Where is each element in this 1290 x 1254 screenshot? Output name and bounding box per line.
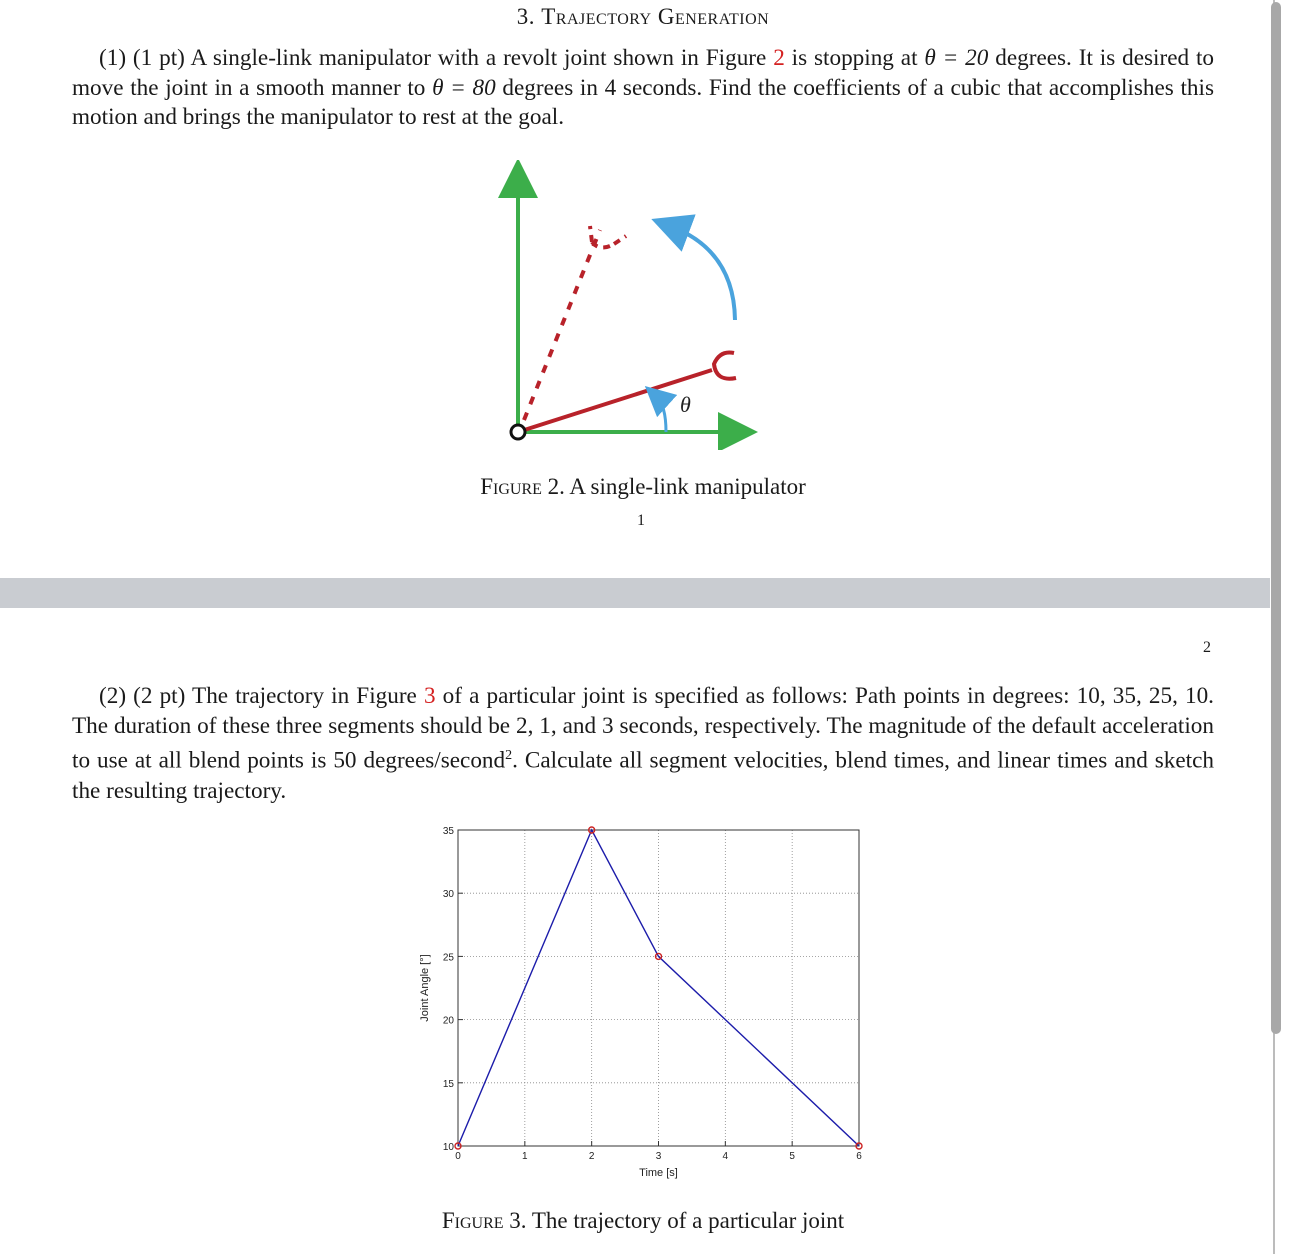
problem-2-text: of a particular joint is specified as follows: Path points in degrees: 10, 35, 25, 10. The duration of these three segments should be 2, 1, and 3 seconds, respectively. The magnitude of the default acceleration to use at all blend points is 50 degrees/second (72, 683, 1214, 774)
figure-2-caption (0, 474, 1286, 500)
pdf-page-2 (0, 608, 1270, 1254)
problem-2-paragraph (72, 682, 1214, 806)
x-axis-label: Time [s] (639, 1167, 678, 1179)
section-heading (0, 4, 1286, 30)
plot-frame (458, 830, 859, 1146)
problem-1-paragraph (72, 44, 1214, 133)
problem-1-text: is stopping at (784, 45, 925, 71)
problem-2-text: . Calculate all segment velocities, blend times, and linear times and sketch the resulting trajectory. (72, 747, 1214, 804)
problem-1-text: degrees in 4 seconds. Find the coefficients of a cubic that accomplishes this motion and brings the manipulator to rest at the goal. (72, 74, 1214, 131)
figure-3-caption-label: Figure 3. (441, 1208, 527, 1233)
problem-1-text: A single-link manipulator with a revolt joint shown in Figure (190, 45, 774, 71)
chart-grid (458, 830, 859, 1146)
figure-3-caption-text: The trajectory of a particular joint (531, 1208, 845, 1233)
x-tick-label: 1 (522, 1151, 528, 1162)
x-tick-label: 2 (588, 1151, 595, 1162)
dashed-goal-link (524, 230, 600, 420)
joint-circle (511, 425, 525, 439)
x-tick-label: 4 (722, 1151, 729, 1162)
y-tick-label: 35 (442, 826, 454, 837)
chart-ticks (443, 826, 862, 1162)
dashed-goal-gripper (590, 226, 626, 248)
page-gap (0, 578, 1290, 608)
pdf-page-1 (0, 0, 1270, 578)
x-tick-label: 0 (455, 1151, 461, 1162)
figure-3-link[interactable]: 3 (423, 683, 436, 709)
theta-label: θ (680, 392, 691, 417)
theta-arc-arrow (656, 396, 666, 432)
page-number-1: 1 (637, 512, 645, 529)
figure-3-caption (0, 1208, 1286, 1234)
x-tick-label: 5 (789, 1151, 795, 1162)
figure-2-caption-text: A single-link manipulator (569, 474, 806, 499)
section-title-text: Trajectory Generation (541, 4, 770, 29)
figure-2-diagram (490, 160, 760, 450)
scrollbar-thumb[interactable] (1271, 2, 1281, 1034)
y-tick-label: 30 (442, 889, 454, 901)
problem-1-text: degrees. It is desired to move the joint in a smooth manner to (72, 45, 1214, 101)
problem-2-text: The trajectory in Figure (192, 683, 424, 709)
y-axis-label: Joint Angle [°] (419, 954, 431, 1022)
problem-1-label: (1) (1 pt) (99, 45, 185, 71)
problem-2-label: (2) (2 pt) (99, 683, 186, 709)
gripper (714, 352, 736, 378)
superscript-2: 2 (505, 748, 513, 764)
figure-2-caption-label: Figure 2. (480, 474, 565, 499)
y-tick-label: 20 (442, 1015, 454, 1027)
x-tick-label: 3 (655, 1151, 662, 1162)
y-tick-label: 10 (442, 1142, 454, 1153)
scrollbar[interactable] (1270, 0, 1290, 1254)
y-tick-label: 25 (442, 952, 454, 964)
figure-2-link[interactable]: 2 (773, 45, 785, 71)
figure-3-chart (412, 820, 882, 1190)
x-tick-label: 6 (856, 1151, 862, 1162)
section-number: 3. (516, 4, 536, 29)
math-theta-start: θ = 20 (924, 45, 989, 71)
math-theta-goal: θ = 80 (432, 74, 496, 101)
y-tick-label: 15 (442, 1078, 454, 1090)
rotation-arc-arrow (670, 226, 735, 320)
trajectory-line (458, 830, 859, 1146)
page-number-2: 2 (1203, 639, 1211, 656)
